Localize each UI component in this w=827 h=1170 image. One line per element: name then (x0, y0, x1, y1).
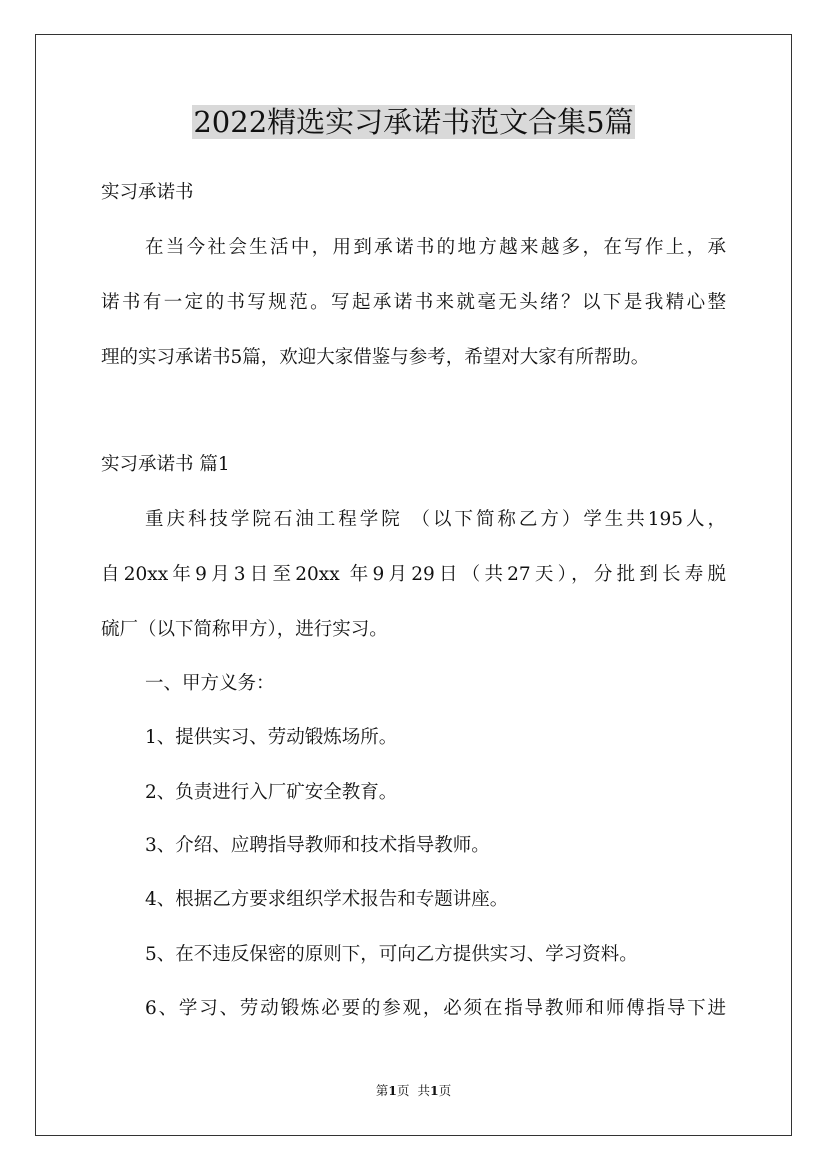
paragraph-line: 诺书有一定的书写规范。写起承诺书来就毫无头绪？以下是我精心整 (101, 292, 726, 313)
paragraph-line: 硫厂（以下简称甲方），进行实习。 (101, 619, 388, 640)
list-item: 6、学习、劳动锻炼必要的参观，必须在指导教师和师傅指导下进 (145, 998, 726, 1019)
list-item: 5、在不违反保密的原则下，可向乙方提供实习、学习资料。 (145, 944, 638, 965)
section-heading-part1: 实习承诺书 篇1 (101, 454, 230, 475)
total-pages: 1 (429, 1083, 439, 1098)
total-label-suffix: 页 (438, 1083, 452, 1098)
paragraph-line: 理的实习承诺书5篇，欢迎大家借鉴与参考，希望对大家有所帮助。 (101, 347, 650, 368)
subsection-heading: 一、甲方义务： (145, 673, 275, 694)
page-label-suffix: 页 (397, 1083, 410, 1098)
paragraph-line: 自20xx年9月3日至20xx 年9月29日（共27天），分批到长寿脱 (101, 564, 726, 585)
page-footer (0, 1081, 827, 1101)
page-number: 1 (388, 1083, 397, 1098)
section-heading-intro: 实习承诺书 (101, 182, 194, 203)
paragraph-line: 重庆科技学院石油工程学院 （以下简称乙方）学生共195人， (145, 509, 726, 530)
list-item: 3、介绍、应聘指导教师和技术指导教师。 (145, 835, 490, 856)
total-label-prefix: 共 (417, 1083, 430, 1098)
paragraph-line: 在当今社会生活中，用到承诺书的地方越来越多，在写作上，承 (145, 237, 726, 258)
list-item: 2、负责进行入厂矿安全教育。 (145, 782, 398, 803)
document-title-text: 2022精选实习承诺书范文合集5篇 (193, 105, 634, 139)
document-title (0, 100, 827, 144)
page-label-prefix: 第 (375, 1083, 389, 1098)
list-item: 1、提供实习、劳动锻炼场所。 (145, 727, 398, 748)
list-item: 4、根据乙方要求组织学术报告和专题讲座。 (145, 889, 509, 910)
